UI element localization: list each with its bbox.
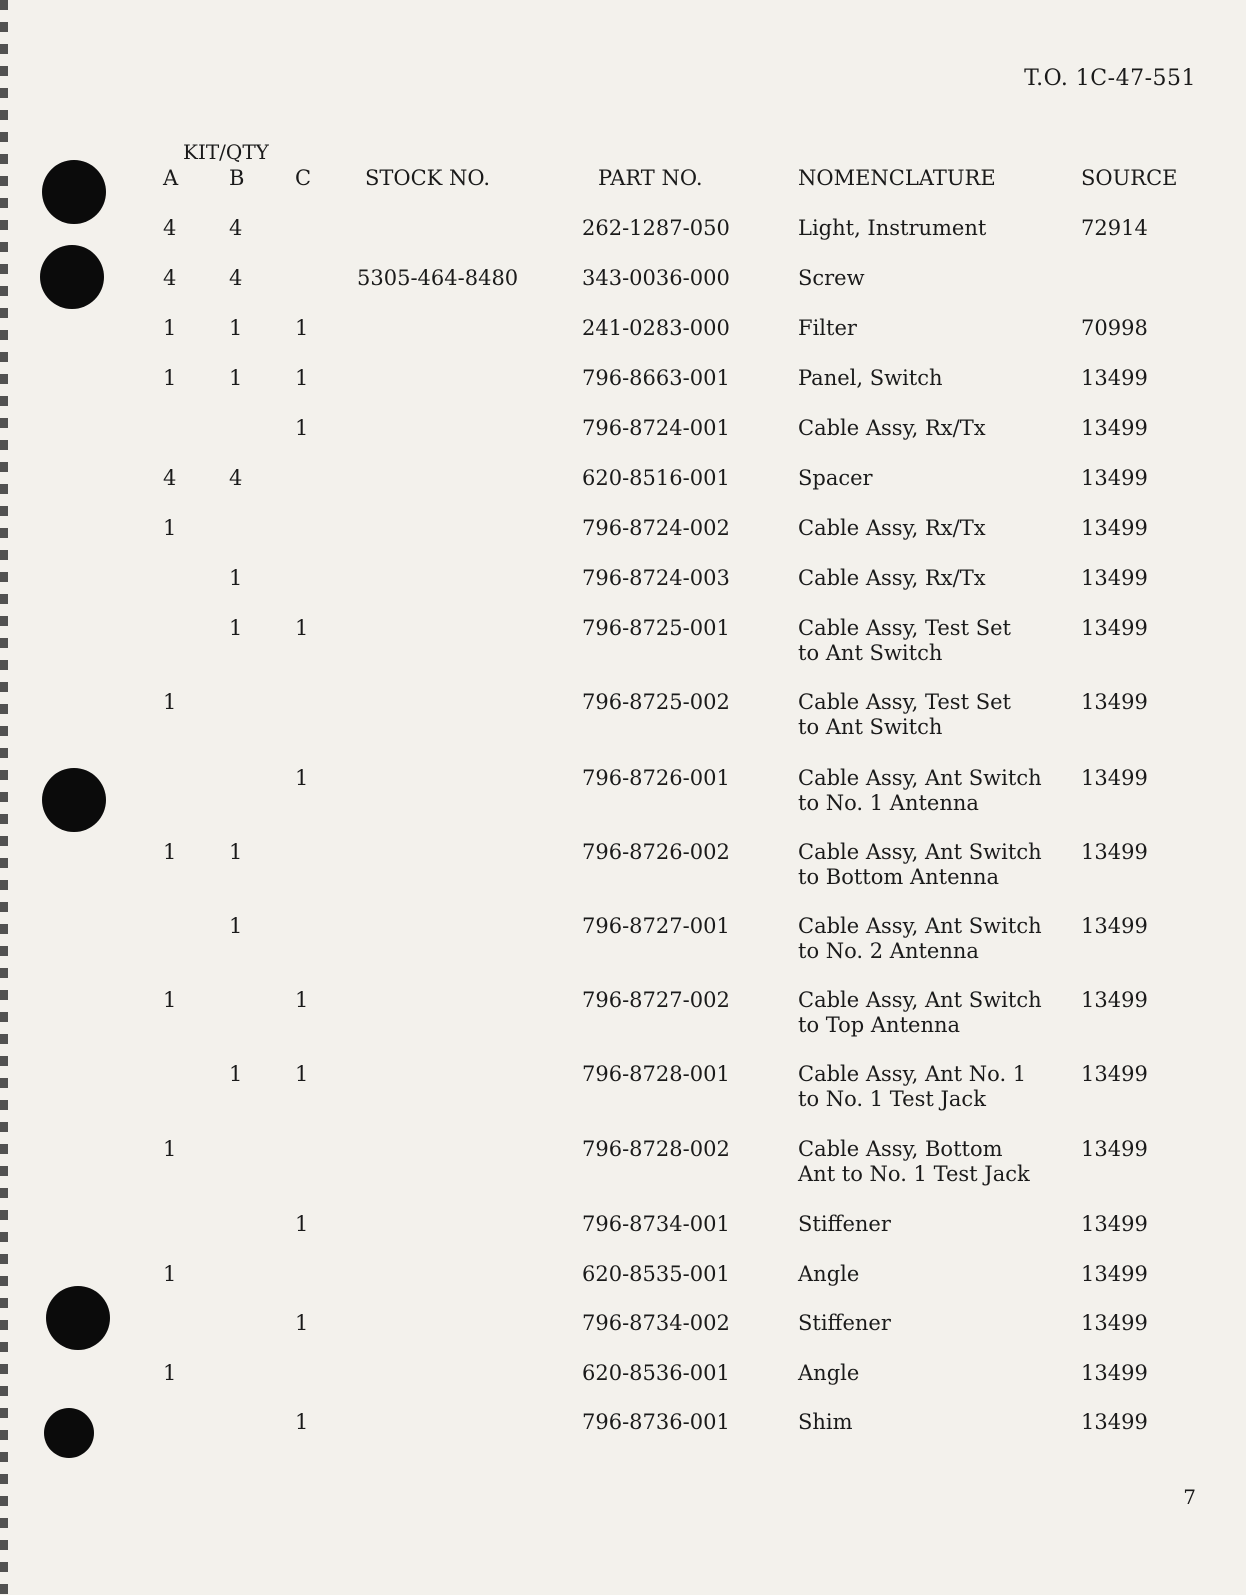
qty-c: 1	[295, 616, 309, 640]
punch-hole	[46, 1286, 110, 1350]
qty-a: 1	[163, 1361, 177, 1385]
part-no: 796-8728-001	[582, 1062, 730, 1086]
nomenclature	[798, 216, 986, 241]
part-no: 796-8663-001	[582, 366, 730, 390]
part-no: 796-8726-001	[582, 766, 730, 790]
qty-b: 4	[229, 466, 243, 490]
source-code: 13499	[1081, 366, 1148, 390]
page-number: 7	[1183, 1485, 1196, 1509]
nomenclature	[798, 840, 1042, 890]
qty-b: 1	[229, 316, 243, 340]
part-no: 796-8724-001	[582, 416, 730, 440]
nomenclature-line: Cable Assy, Ant Switch	[798, 988, 1042, 1012]
qty-c: 1	[295, 1311, 309, 1335]
source-code: 13499	[1081, 516, 1148, 540]
source-code: 13499	[1081, 1361, 1148, 1385]
nomenclature	[798, 690, 1011, 740]
qty-c: 1	[295, 316, 309, 340]
nomenclature-line: Light, Instrument	[798, 216, 987, 240]
nomenclature-line: Panel, Switch	[798, 366, 943, 390]
nomenclature	[798, 766, 1042, 816]
nomenclature-line: Angle	[798, 1262, 860, 1286]
nomenclature-line: Cable Assy, Ant Switch	[798, 914, 1042, 938]
source-code: 13499	[1081, 988, 1148, 1012]
part-no: 796-8734-002	[582, 1311, 730, 1335]
nomenclature-line: Shim	[798, 1410, 853, 1434]
nomenclature-line: Cable Assy, Ant No. 1	[798, 1062, 1027, 1086]
column-header-b: B	[229, 166, 245, 190]
column-header-stock-no: STOCK NO.	[365, 166, 491, 190]
nomenclature-line: Cable Assy, Rx/Tx	[798, 416, 986, 440]
qty-a: 1	[163, 1262, 177, 1286]
qty-c: 1	[295, 988, 309, 1012]
column-header-source: SOURCE	[1081, 166, 1178, 190]
part-no: 620-8516-001	[582, 466, 730, 490]
nomenclature	[798, 516, 986, 541]
nomenclature	[798, 1311, 891, 1336]
nomenclature-line: to Ant Switch	[798, 641, 943, 665]
part-no: 796-8736-001	[582, 1410, 730, 1434]
qty-b: 1	[229, 840, 243, 864]
nomenclature-line: to No. 1 Antenna	[798, 791, 979, 815]
nomenclature-line: Stiffener	[798, 1311, 891, 1335]
qty-a: 1	[163, 366, 177, 390]
nomenclature-line: Cable Assy, Rx/Tx	[798, 566, 986, 590]
qty-b: 1	[229, 914, 243, 938]
page-binding-edge	[0, 0, 8, 1595]
qty-c: 1	[295, 766, 309, 790]
part-no: 796-8725-001	[582, 616, 730, 640]
nomenclature-line: Cable Assy, Ant Switch	[798, 840, 1042, 864]
qty-b: 4	[229, 216, 243, 240]
qty-c: 1	[295, 416, 309, 440]
source-code: 13499	[1081, 416, 1148, 440]
nomenclature	[798, 316, 857, 341]
source-code: 13499	[1081, 766, 1148, 790]
nomenclature	[798, 1410, 853, 1435]
source-code: 13499	[1081, 1410, 1148, 1434]
qty-a: 1	[163, 690, 177, 714]
nomenclature-line: Cable Assy, Test Set	[798, 616, 1011, 640]
qty-c: 1	[295, 1410, 309, 1434]
source-code: 13499	[1081, 840, 1148, 864]
part-no: 620-8535-001	[582, 1262, 730, 1286]
nomenclature-line: Cable Assy, Ant Switch	[798, 766, 1042, 790]
source-code: 13499	[1081, 1262, 1148, 1286]
nomenclature-line: Spacer	[798, 466, 873, 490]
source-code: 13499	[1081, 1311, 1148, 1335]
nomenclature	[798, 1212, 891, 1237]
nomenclature	[798, 1361, 859, 1386]
qty-c: 1	[295, 366, 309, 390]
nomenclature-line: to Top Antenna	[798, 1013, 961, 1037]
qty-a: 4	[163, 216, 177, 240]
nomenclature-line: Filter	[798, 316, 857, 340]
source-code: 13499	[1081, 616, 1148, 640]
column-header-a: A	[163, 166, 179, 190]
qty-b: 4	[229, 266, 243, 290]
nomenclature	[798, 988, 1042, 1038]
nomenclature	[798, 1062, 1026, 1112]
nomenclature	[798, 366, 943, 391]
qty-b: 1	[229, 1062, 243, 1086]
qty-a: 1	[163, 316, 177, 340]
part-no: 796-8734-001	[582, 1212, 730, 1236]
column-header-nomenclature: NOMENCLATURE	[798, 166, 996, 190]
qty-a: 1	[163, 840, 177, 864]
part-no: 620-8536-001	[582, 1361, 730, 1385]
nomenclature-line: Screw	[798, 266, 865, 290]
column-header-c: C	[295, 166, 312, 190]
source-code: 13499	[1081, 1137, 1148, 1161]
punch-hole	[44, 1408, 94, 1458]
nomenclature-line: Ant to No. 1 Test Jack	[798, 1162, 1030, 1186]
source-code: 13499	[1081, 466, 1148, 490]
stock-no: 5305-464-8480	[357, 266, 519, 290]
source-code: 13499	[1081, 690, 1148, 714]
nomenclature-line: Cable Assy, Test Set	[798, 690, 1011, 714]
nomenclature-line: to No. 2 Antenna	[798, 939, 979, 963]
nomenclature	[798, 566, 986, 591]
part-no: 796-8727-002	[582, 988, 730, 1012]
qty-a: 1	[163, 516, 177, 540]
nomenclature-line: to Bottom Antenna	[798, 865, 1000, 889]
nomenclature-line: Stiffener	[798, 1212, 891, 1236]
nomenclature-line: Cable Assy, Rx/Tx	[798, 516, 986, 540]
nomenclature	[798, 266, 865, 291]
nomenclature	[798, 914, 1042, 964]
nomenclature	[798, 1137, 1030, 1187]
qty-a: 1	[163, 1137, 177, 1161]
nomenclature-line: Cable Assy, Bottom	[798, 1137, 1003, 1161]
qty-a: 4	[163, 266, 177, 290]
part-no: 796-8728-002	[582, 1137, 730, 1161]
qty-b: 1	[229, 616, 243, 640]
source-code: 13499	[1081, 1212, 1148, 1236]
part-no: 343-0036-000	[582, 266, 730, 290]
part-no: 241-0283-000	[582, 316, 730, 340]
qty-a: 4	[163, 466, 177, 490]
part-no: 796-8724-003	[582, 566, 730, 590]
part-no: 796-8725-002	[582, 690, 730, 714]
nomenclature-line: Angle	[798, 1361, 860, 1385]
kit-qty-heading: KIT/QTY	[183, 140, 269, 164]
part-no: 796-8727-001	[582, 914, 730, 938]
source-code: 70998	[1081, 316, 1148, 340]
nomenclature	[798, 416, 986, 441]
qty-b: 1	[229, 566, 243, 590]
column-header-part-no: PART NO.	[598, 166, 703, 190]
punch-hole	[42, 160, 106, 224]
document-id: T.O. 1C-47-551	[1024, 66, 1196, 91]
nomenclature	[798, 466, 873, 491]
source-code: 13499	[1081, 914, 1148, 938]
nomenclature-line: to Ant Switch	[798, 715, 943, 739]
part-no: 262-1287-050	[582, 216, 730, 240]
qty-a: 1	[163, 988, 177, 1012]
qty-c: 1	[295, 1212, 309, 1236]
source-code: 13499	[1081, 1062, 1148, 1086]
nomenclature	[798, 616, 1011, 666]
source-code: 13499	[1081, 566, 1148, 590]
source-code: 72914	[1081, 216, 1148, 240]
nomenclature	[798, 1262, 859, 1287]
punch-hole	[40, 245, 104, 309]
part-no: 796-8724-002	[582, 516, 730, 540]
punch-hole	[42, 768, 106, 832]
qty-c: 1	[295, 1062, 309, 1086]
qty-b: 1	[229, 366, 243, 390]
part-no: 796-8726-002	[582, 840, 730, 864]
nomenclature-line: to No. 1 Test Jack	[798, 1087, 986, 1111]
